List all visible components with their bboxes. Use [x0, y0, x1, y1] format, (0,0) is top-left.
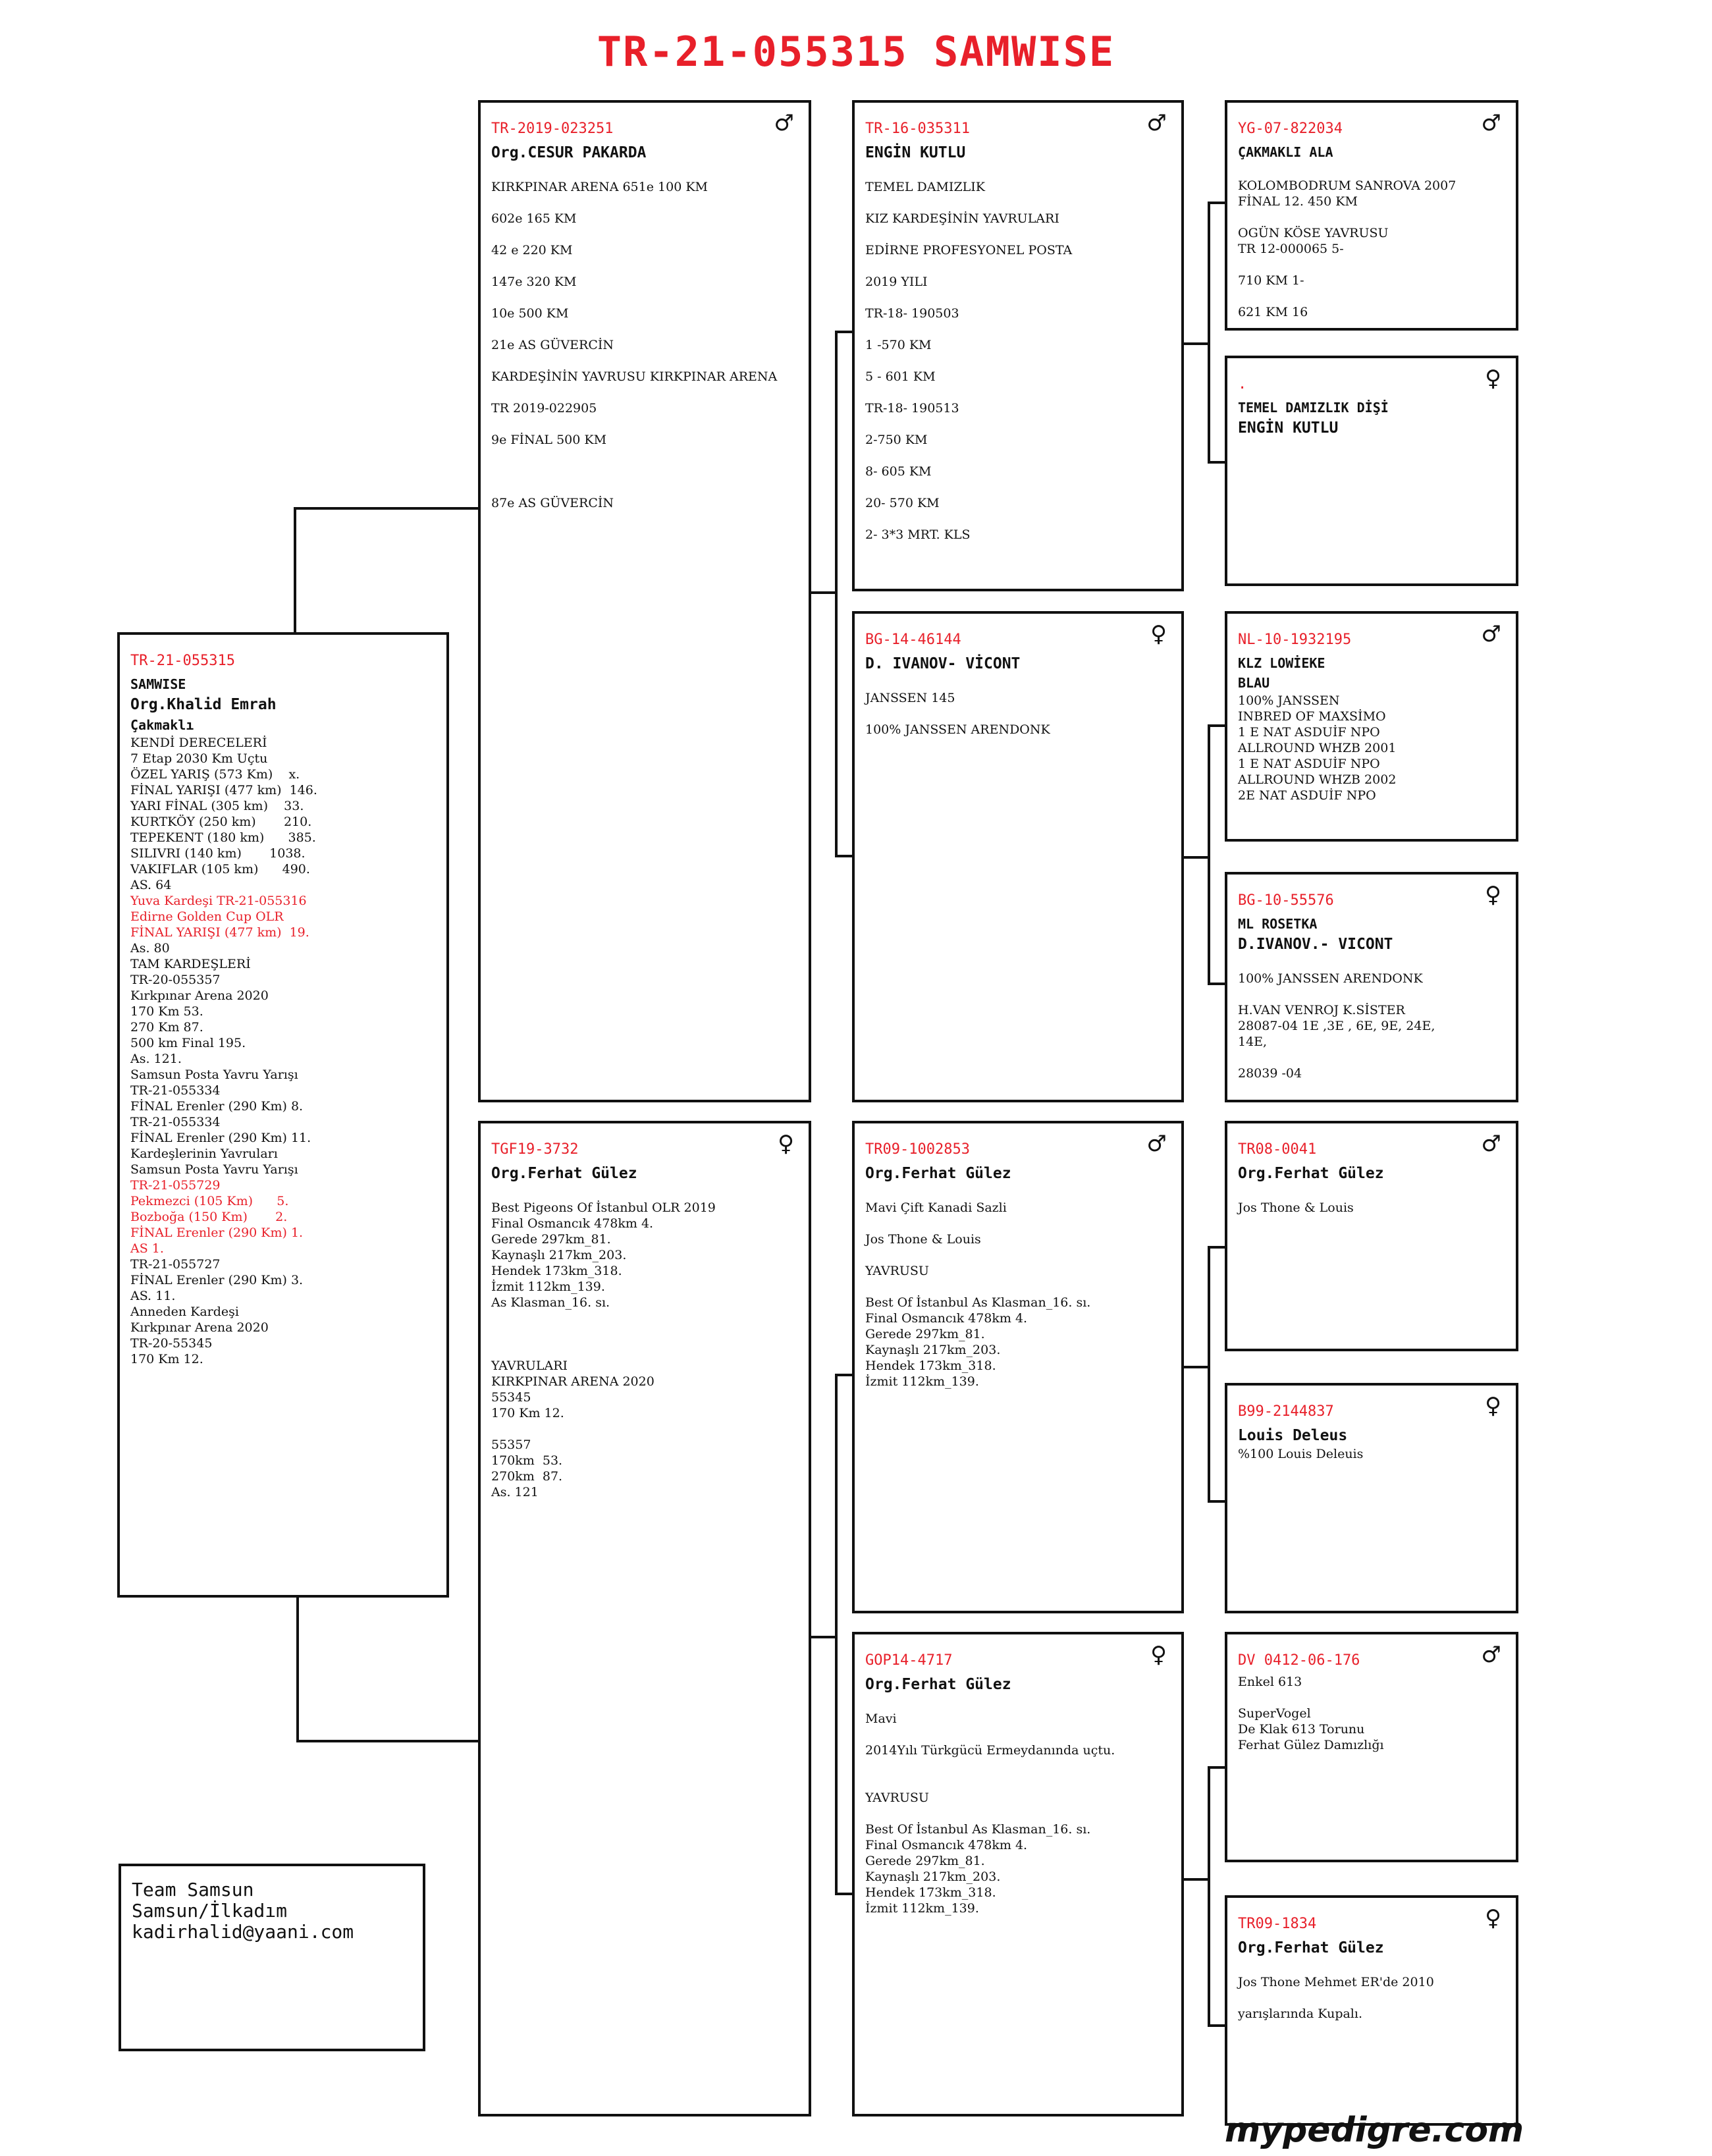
info-line: 2-750 KM	[865, 433, 928, 447]
spacer	[1238, 1958, 1505, 1974]
info-line: Edirne Golden Cup OLR	[130, 909, 284, 924]
connector-line	[1208, 2024, 1226, 2027]
info-line: KIRKPINAR ARENA 2020	[491, 1374, 655, 1389]
spacer	[865, 258, 1171, 274]
info-line: D.IVANOV.- VICONT	[1238, 936, 1393, 953]
info-line: KIRKPINAR ARENA 651e 100 KM	[491, 180, 708, 194]
info-line: 55345	[491, 1390, 531, 1405]
info-line: 87e AS GÜVERCİN	[491, 496, 614, 510]
info-line: Final Osmancık 478km 4.	[491, 1216, 654, 1231]
info-line: TAM KARDEŞLERİ	[130, 957, 251, 971]
info-line: FİNAL 12. 450 KM	[1238, 194, 1358, 209]
spacer	[491, 290, 798, 306]
info-line: ML ROSETKA	[1238, 916, 1318, 932]
info-line: KURTKÖY (250 km) 210.	[130, 815, 312, 829]
female-symbol-icon: ♀	[1150, 1642, 1167, 1668]
info-line: Hendek 173km_318.	[491, 1264, 622, 1278]
info-line: Best Of İstanbul As Klasman_16. sı.	[865, 1822, 1091, 1837]
spacer	[491, 227, 798, 242]
connector-line	[1208, 1246, 1210, 1503]
info-line: 100% JANSSEN ARENDONK	[865, 722, 1050, 737]
spacer	[865, 1758, 1171, 1774]
info-line: 20- 570 KM	[865, 496, 940, 510]
info-line: KENDİ DERECELERİ	[130, 736, 267, 750]
info-line: As. 121	[491, 1485, 539, 1499]
male-symbol-icon: ♂	[1481, 1131, 1501, 1157]
info-line: KLZ LOWİEKE	[1238, 655, 1325, 671]
spacer	[865, 1216, 1171, 1231]
info-line: 100% JANSSEN ARENDONK	[1238, 971, 1423, 986]
owner-city: Samsun/İlkadım	[132, 1900, 288, 1922]
page-title: TR-21-055315 SAMWISE	[597, 28, 1115, 76]
info-line: Anneden Kardeşi	[130, 1305, 239, 1319]
info-line: İzmit 112km_139.	[491, 1280, 605, 1294]
info-line: JANSSEN 145	[865, 691, 955, 705]
info-line: Samsun Posta Yavru Yarışı	[130, 1067, 298, 1082]
spacer	[1238, 1050, 1505, 1065]
spacer	[865, 227, 1171, 242]
spacer	[1238, 986, 1505, 1002]
connector-line	[811, 591, 838, 594]
info-line: TR-18- 190503	[865, 306, 959, 321]
info-line: H.VAN VENROJ K.SİSTER	[1238, 1003, 1405, 1017]
info-line: Mavi	[865, 1711, 897, 1726]
info-line: 42 e 220 KM	[491, 243, 573, 257]
info-line: YAVRUSU	[865, 1264, 929, 1278]
info-line: yarışlarında Kupalı.	[1238, 2007, 1362, 2021]
spacer	[491, 1421, 798, 1437]
spacer	[491, 195, 798, 211]
info-line: 170km 53.	[491, 1453, 563, 1468]
connector-line	[1208, 1246, 1226, 1249]
male-symbol-icon: ♂	[1146, 110, 1167, 136]
info-line: ÇAKMAKLI ALA	[1238, 144, 1333, 160]
info-line: Org.CESUR PAKARDA	[491, 144, 647, 161]
spacer	[491, 479, 798, 495]
info-line: Org.Ferhat Gülez	[865, 1165, 1011, 1182]
spacer	[491, 1342, 798, 1358]
pigeon-card-sire	[478, 100, 811, 1102]
info-line: Kardeşlerinin Yavruları	[130, 1146, 278, 1161]
info-line: TR 12-000065 5-	[1238, 242, 1344, 256]
connector-line	[1184, 1366, 1210, 1368]
info-line: INBRED OF MAXSİMO	[1238, 709, 1386, 724]
spacer	[491, 163, 798, 179]
spacer	[865, 1727, 1171, 1742]
connector-line	[1208, 202, 1226, 204]
connector-line	[1208, 1500, 1226, 1503]
owner-info	[119, 1864, 425, 2051]
spacer	[865, 448, 1171, 464]
male-symbol-icon: ♂	[1481, 1642, 1501, 1668]
spacer	[1238, 955, 1505, 971]
info-line: 100% JANSSEN	[1238, 693, 1340, 708]
pigeon-card-sire-sire	[852, 100, 1184, 591]
info-line: FİNAL Erenler (290 Km) 11.	[130, 1131, 311, 1145]
info-line: AS. 11.	[130, 1289, 176, 1303]
spacer	[1238, 1690, 1505, 1706]
info-line: 8- 605 KM	[865, 464, 932, 479]
info-line: Hendek 173km_318.	[865, 1885, 996, 1900]
spacer	[491, 464, 798, 479]
info-line: 28087-04 1E ,3E , 6E, 9E, 24E,	[1238, 1019, 1435, 1033]
info-line: İzmit 112km_139.	[865, 1901, 979, 1916]
connector-line	[296, 1740, 479, 1742]
ring-number: BG-14-46144	[865, 632, 961, 648]
spacer	[865, 416, 1171, 432]
spacer	[865, 1774, 1171, 1790]
info-line: Kırkpınar Arena 2020	[130, 988, 269, 1003]
male-symbol-icon: ♂	[1146, 1131, 1167, 1157]
info-line: Org.Ferhat Gülez	[1238, 1165, 1384, 1182]
info-line: FİNAL YARIŞI (477 km) 19.	[130, 925, 309, 940]
male-symbol-icon: ♂	[1481, 621, 1501, 647]
info-line: As. 80	[130, 941, 170, 956]
info-line: 55357	[491, 1438, 531, 1452]
info-line: 170 Km 12.	[491, 1406, 564, 1420]
info-line: 621 KM 16	[1238, 305, 1308, 319]
ring-number: B99-2144837	[1238, 1403, 1334, 1420]
info-line: Org.Khalid Emrah	[130, 696, 277, 713]
info-line: 147e 320 KM	[491, 275, 577, 289]
info-line: 7 Etap 2030 Km Uçtu	[130, 751, 268, 766]
pigeon-card-dam-sire-dam	[1225, 1383, 1518, 1613]
connector-line	[1184, 1878, 1210, 1881]
info-line: TR-18- 190513	[865, 401, 959, 416]
info-line: Gerede 297km_81.	[865, 1854, 985, 1868]
owner-team: Team Samsun	[132, 1879, 254, 1900]
male-symbol-icon: ♂	[1481, 110, 1501, 136]
spacer	[1238, 257, 1505, 273]
ring-number: TR-21-055315	[130, 653, 235, 669]
female-symbol-icon: ♀	[1485, 365, 1501, 392]
connector-line	[294, 507, 479, 510]
info-line: Org.Ferhat Gülez	[865, 1676, 1011, 1693]
ring-number: .	[1238, 376, 1247, 392]
connector-line	[1208, 983, 1226, 985]
info-line: Enkel 613	[1238, 1675, 1302, 1689]
info-line: KIZ KARDEŞİNİN YAVRULARI	[865, 211, 1059, 226]
spacer	[1238, 209, 1505, 225]
info-line: SILIVRI (140 km) 1038.	[130, 846, 306, 861]
spacer	[865, 321, 1171, 337]
info-line: 170 Km 53.	[130, 1004, 203, 1019]
female-symbol-icon: ♀	[1485, 882, 1501, 908]
info-line: FİNAL Erenler (290 Km) 8.	[130, 1099, 304, 1114]
spacer	[865, 163, 1171, 179]
connector-line	[811, 1636, 838, 1638]
spacer	[1238, 288, 1505, 304]
male-symbol-icon: ♂	[774, 110, 794, 136]
info-line: ALLROUND WHZB 2001	[1238, 741, 1397, 755]
info-line: TR-21-055727	[130, 1257, 221, 1272]
info-line: FİNAL Erenler (290 Km) 1.	[130, 1226, 304, 1240]
connector-line	[835, 331, 838, 857]
ring-number: DV 0412-06-176	[1238, 1652, 1360, 1669]
spacer	[865, 706, 1171, 722]
info-line: YAVRULARI	[491, 1359, 568, 1373]
info-line: Org.Ferhat Gülez	[1238, 1939, 1384, 1956]
spacer	[1238, 162, 1505, 178]
info-line: Louis Deleus	[1238, 1427, 1348, 1444]
info-line: As Klasman_16. sı.	[491, 1295, 610, 1310]
info-line: %100 Louis Deleuis	[1238, 1447, 1364, 1461]
info-line: ALLROUND WHZB 2002	[1238, 772, 1397, 787]
connector-line	[835, 331, 853, 333]
connector-line	[1208, 461, 1226, 464]
spacer	[865, 1184, 1171, 1200]
spacer	[491, 1326, 798, 1342]
pigeon-card-main	[117, 632, 449, 1598]
ring-number: NL-10-1932195	[1238, 632, 1352, 648]
connector-line	[1208, 1766, 1226, 1769]
spacer	[1238, 1990, 1505, 2006]
connector-line	[1208, 202, 1210, 464]
ring-number: TR09-1002853	[865, 1141, 970, 1158]
pigeon-card-dam-dam-dam	[1225, 1895, 1518, 2126]
connector-line	[835, 855, 853, 857]
info-line: As. 121.	[130, 1052, 182, 1066]
spacer	[865, 353, 1171, 369]
spacer	[865, 674, 1171, 690]
info-line: D. IVANOV- VİCONT	[865, 655, 1021, 672]
info-line: TR-20-055357	[130, 973, 221, 987]
info-line: Hendek 173km_318.	[865, 1359, 996, 1373]
info-line: KARDEŞİNİN YAVRUSU KIRKPINAR ARENA	[491, 369, 778, 384]
info-line: Mavi Çift Kanadi Sazli	[865, 1200, 1007, 1215]
info-line: Jos Thone & Louis	[865, 1232, 981, 1247]
spacer	[865, 1806, 1171, 1821]
info-line: Ferhat Gülez Damızlığı	[1238, 1738, 1384, 1752]
info-line: TR-21-055334	[130, 1115, 221, 1129]
ring-number: YG-07-822034	[1238, 121, 1343, 137]
info-line: Yuva Kardeşi TR-21-055316	[130, 894, 307, 908]
owner-email: kadirhalid@yaani.com	[132, 1921, 354, 1943]
info-line: 500 km Final 195.	[130, 1036, 246, 1050]
watermark-logo: mypedigre.com	[1225, 2111, 1524, 2150]
info-line: TEPEKENT (180 km) 385.	[130, 830, 316, 845]
info-line: FİNAL Erenler (290 Km) 3.	[130, 1273, 304, 1287]
info-line: 5 - 601 KM	[865, 369, 936, 384]
info-line: AS 1.	[130, 1241, 164, 1256]
connector-line	[835, 1374, 838, 1895]
spacer	[1238, 1184, 1505, 1200]
ring-number: TR-2019-023251	[491, 121, 614, 137]
info-line: Bozboğa (150 Km) 2.	[130, 1210, 288, 1224]
info-line: Kaynaşlı 217km_203.	[865, 1343, 1001, 1357]
info-line: 2019 YILI	[865, 275, 928, 289]
connector-line	[1208, 724, 1210, 985]
spacer	[491, 1184, 798, 1200]
pigeon-card-sire-sire-sire	[1225, 100, 1518, 331]
info-line: 28039 -04	[1238, 1066, 1302, 1081]
female-symbol-icon: ♀	[1485, 1905, 1501, 1931]
info-line: ÖZEL YARIŞ (573 Km) x.	[130, 767, 300, 782]
spacer	[865, 385, 1171, 400]
connector-line	[296, 1596, 299, 1742]
connector-line	[1208, 1766, 1210, 2027]
info-line: TR-21-055334	[130, 1083, 221, 1098]
info-line: Gerede 297km_81.	[491, 1232, 611, 1247]
spacer	[491, 448, 798, 464]
info-line: Samsun Posta Yavru Yarışı	[130, 1162, 298, 1177]
info-line: İzmit 112km_139.	[865, 1374, 979, 1389]
connector-line	[835, 1374, 853, 1376]
pigeon-card-sire-dam-dam	[1225, 872, 1518, 1102]
connector-line	[1184, 342, 1210, 345]
info-line: Best Pigeons Of İstanbul OLR 2019	[491, 1200, 716, 1215]
info-line: TR-21-055729	[130, 1178, 221, 1193]
pigeon-card-dam-dam-sire	[1225, 1632, 1518, 1862]
info-line: Final Osmancık 478km 4.	[865, 1838, 1028, 1852]
pigeon-card-sire-dam	[852, 611, 1184, 1102]
spacer	[865, 1247, 1171, 1263]
pigeon-card-dam-sire-sire	[1225, 1121, 1518, 1351]
female-symbol-icon: ♀	[1485, 1393, 1501, 1419]
ring-number: TR08-0041	[1238, 1141, 1317, 1158]
info-line: Jos Thone Mehmet ER'de 2010	[1238, 1975, 1434, 1989]
pigeon-card-dam-sire	[852, 1121, 1184, 1613]
pigeon-card-sire-sire-dam	[1225, 356, 1518, 586]
info-line: Final Osmancık 478km 4.	[865, 1311, 1028, 1326]
info-line: 2014Yılı Türkgücü Ermeydanında uçtu.	[865, 1743, 1115, 1758]
ring-number: GOP14-4717	[865, 1652, 953, 1669]
info-line: AS. 64	[130, 878, 172, 892]
info-line: ENGİN KUTLU	[865, 144, 966, 161]
spacer	[491, 321, 798, 337]
info-line: 21e AS GÜVERCİN	[491, 338, 614, 352]
spacer	[865, 511, 1171, 527]
pigeon-card-dam-dam	[852, 1632, 1184, 2116]
info-line: BLAU	[1238, 675, 1270, 691]
spacer	[865, 479, 1171, 495]
pigeon-card-sire-dam-sire	[1225, 611, 1518, 842]
info-line: VAKIFLAR (105 km) 490.	[130, 862, 310, 876]
info-line: Org.Ferhat Gülez	[491, 1165, 637, 1182]
info-line: De Klak 613 Torunu	[1238, 1722, 1365, 1737]
info-line: SAMWISE	[130, 676, 186, 692]
info-line: 270 Km 87.	[130, 1020, 203, 1035]
info-line: YAVRUSU	[865, 1791, 929, 1805]
info-line: TEMEL DAMIZLIK	[865, 180, 985, 194]
connector-line	[294, 507, 296, 633]
spacer	[491, 385, 798, 400]
female-symbol-icon: ♀	[778, 1131, 794, 1157]
spacer	[865, 1279, 1171, 1295]
spacer	[491, 1310, 798, 1326]
female-symbol-icon: ♀	[1150, 621, 1167, 647]
spacer	[865, 290, 1171, 306]
info-line: ENGİN KUTLU	[1238, 419, 1339, 437]
info-line: EDİRNE PROFESYONEL POSTA	[865, 243, 1073, 257]
info-line: Kaynaşlı 217km_203.	[865, 1870, 1001, 1884]
info-line: Gerede 297km_81.	[865, 1327, 985, 1341]
info-line: Jos Thone & Louis	[1238, 1200, 1354, 1215]
info-line: Pekmezci (105 Km) 5.	[130, 1194, 289, 1208]
info-line: 1 -570 KM	[865, 338, 932, 352]
info-line: 602e 165 KM	[491, 211, 577, 226]
spacer	[865, 1695, 1171, 1711]
info-line: Kaynaşlı 217km_203.	[491, 1248, 627, 1262]
ring-number: TR-16-035311	[865, 121, 970, 137]
connector-line	[1208, 724, 1226, 727]
info-line: YARI FİNAL (305 km) 33.	[130, 799, 304, 813]
spacer	[491, 416, 798, 432]
ring-number: TR09-1834	[1238, 1916, 1317, 1932]
info-line: 2- 3*3 MRT. KLS	[865, 527, 971, 542]
ring-number: BG-10-55576	[1238, 892, 1334, 909]
connector-line	[835, 1893, 853, 1895]
info-line: Kırkpınar Arena 2020	[130, 1320, 269, 1335]
info-line: FİNAL YARIŞI (477 km) 146.	[130, 783, 317, 797]
info-line: 10e 500 KM	[491, 306, 569, 321]
info-line: OGÜN KÖSE YAVRUSU	[1238, 226, 1389, 240]
info-line: 170 Km 12.	[130, 1352, 203, 1366]
info-line: TR 2019-022905	[491, 401, 597, 416]
spacer	[491, 353, 798, 369]
info-line: 9e FİNAL 500 KM	[491, 433, 607, 447]
info-line: 270km 87.	[491, 1469, 563, 1484]
info-line: KOLOMBODRUM SANROVA 2007	[1238, 178, 1457, 193]
info-line: 1 E NAT ASDUİF NPO	[1238, 757, 1380, 771]
connector-line	[1184, 856, 1210, 859]
info-line: Best Of İstanbul As Klasman_16. sı.	[865, 1295, 1091, 1310]
info-line: 1 E NAT ASDUİF NPO	[1238, 725, 1380, 740]
info-line: 710 KM 1-	[1238, 273, 1304, 288]
info-line: 2E NAT ASDUİF NPO	[1238, 788, 1376, 803]
info-line: SuperVogel	[1238, 1706, 1311, 1721]
spacer	[865, 195, 1171, 211]
info-line: TR-20-55345	[130, 1336, 213, 1351]
info-line: Çakmaklı	[130, 717, 194, 733]
info-line: TEMEL DAMIZLIK DİŞİ	[1238, 400, 1389, 416]
pigeon-card-dam	[478, 1121, 811, 2116]
info-line: 14E,	[1238, 1035, 1268, 1049]
ring-number: TGF19-3732	[491, 1141, 579, 1158]
spacer	[491, 258, 798, 274]
